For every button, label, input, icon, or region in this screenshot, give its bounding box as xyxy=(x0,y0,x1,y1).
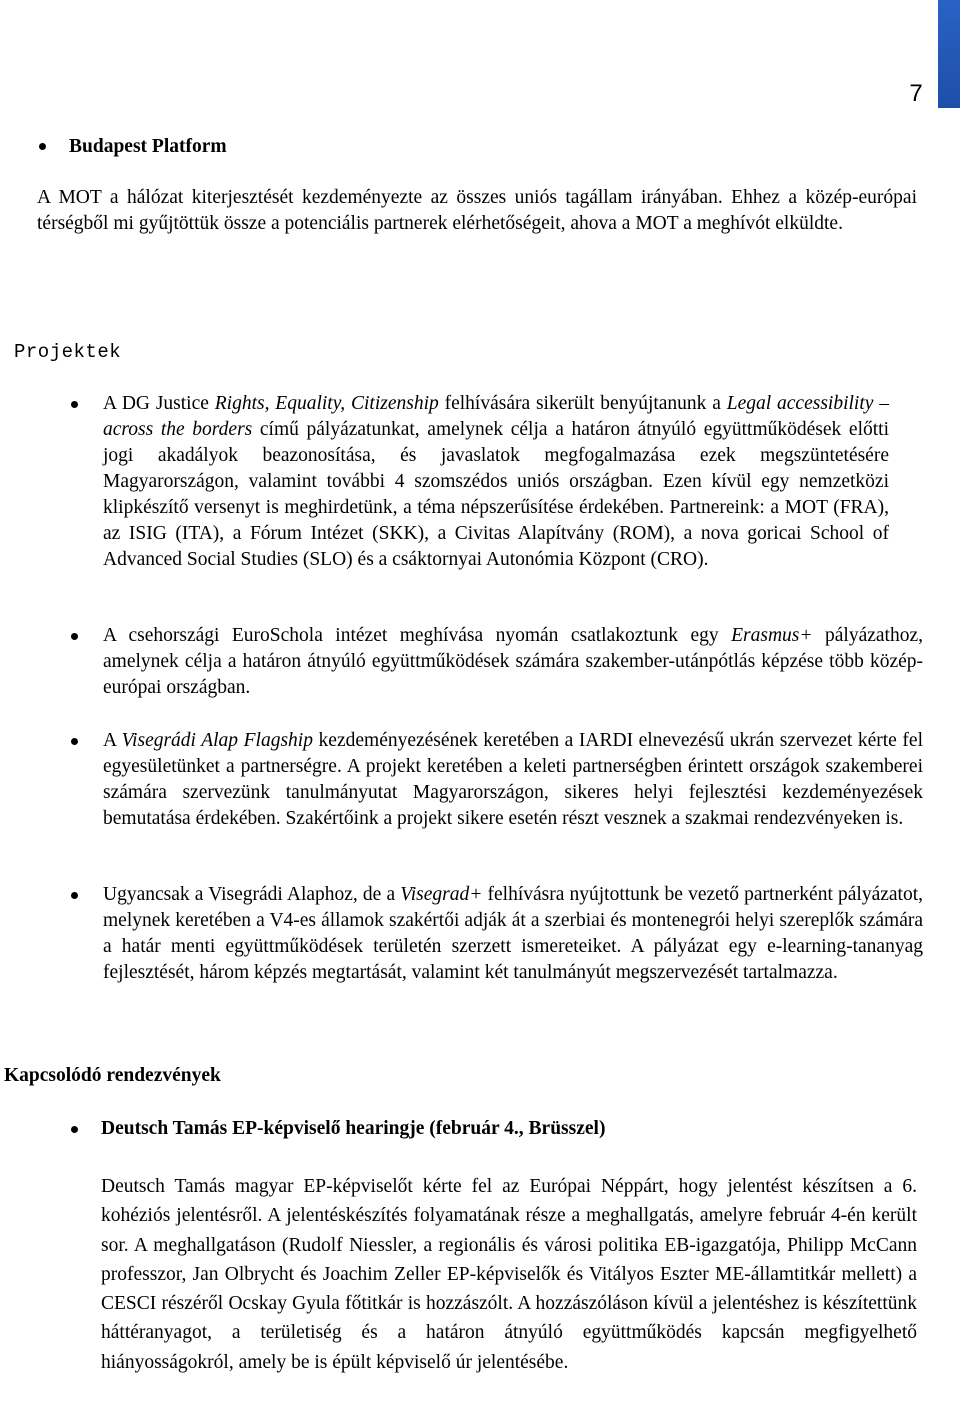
bullet-icon xyxy=(71,738,78,745)
project-item-visegrad-plus: Ugyancsak a Visegrádi Alaphoz, de a Visegrad+ felhívásra nyújtottunk be vezető partnerként pályázatot, melynek keretében a V4-es államok szakértői adják át a szerbiai és montenegrói helyi szereplők számára a határ menti együttműködések területén szerzett ismereteiket. A pályázat egy e-learning-tananyag fejlesztését, három képzés megtartását, valamint két tanulmányút megszervezését tartalmazza. xyxy=(103,884,923,983)
projects-heading: Projektek xyxy=(14,341,122,363)
page-number: 7 xyxy=(909,80,923,107)
bullet-icon xyxy=(71,1126,78,1133)
project-item-erasmus: A csehországi EuroSchola intézet meghívása nyomán csatlakoztunk egy Erasmus+ pályázathoz, amelynek célja a határon átnyúló együttműködések számára szakember-utánpótlás képzése több közép-európai országban. xyxy=(103,625,923,698)
bullet-icon xyxy=(71,892,78,899)
page-corner-decoration xyxy=(938,0,960,108)
events-heading: Kapcsolódó rendezvények xyxy=(4,1065,221,1086)
budapest-platform-title: Budapest Platform xyxy=(69,136,227,157)
bullet-icon xyxy=(71,633,78,640)
event-item-title: Deutsch Tamás EP-képviselő hearingje (február 4., Brüsszel) xyxy=(101,1118,606,1139)
budapest-platform-paragraph: A MOT a hálózat kiterjesztését kezdeményezte az összes uniós tagállam irányában. Ehhez a közép-európai térségből mi gyűjtöttük össze a potenciális partnerek elérhetőségeit, ahova a MOT a meghívót elküldte. xyxy=(37,187,917,234)
bullet-icon xyxy=(39,143,46,150)
event-item-body: Deutsch Tamás magyar EP-képviselőt kérte fel az Európai Néppárt, hogy jelentést készítsen a 6. kohéziós jelentésről. A jelentéskészítés folyamatának része a meghallgatás, amelyre február 4-én került sor. A meghallgatáson (Rudolf Niessler, a regionális és városi politika EB-igazgatója, Philipp McCann professzor, Jan Olbrycht és Joachim Zeller EP-képviselők és Vitályos Eszter ME-államtitkár mellett) a CESCI részéről Ocskay Gyula főtitkár is hozzászólt. A hozzászóláson kívül a jelentéshez is készítettünk háttéranyagot, a területiség és a határon átnyúló együttműködés kapcsán megfigyelhető hiányosságokról, amely be is épült képviselő úr jelentésébe. xyxy=(101,1176,917,1373)
project-item-visegrad-flagship: A Visegrádi Alap Flagship kezdeményezésének keretében a IARDI elnevezésű ukrán szervezet kérte fel egyesületünket a partnerségre. A projekt keretében a keleti partnerségben érintett országok szakemberei számára szervezünk tanulmányutat Magyarországon, sikeres helyi fejlesztési kezdeményezések bemutatása érdekében. Szakértőink a projekt sikere esetén részt vesznek a szakmai rendezvényeken is. xyxy=(103,730,923,829)
bullet-icon xyxy=(71,401,78,408)
project-item-legal-accessibility: A DG Justice Rights, Equality, Citizenship felhívására sikerült benyújtanunk a Legal accessibility – across the borders című pályázatunkat, amelynek célja a határon átnyúló együttműködések előtti jogi akadályok beazonosítása, és javaslatok megfogalmazása ezek megszüntetésére Magyarországon, valamint további 4 szomszédos uniós országban. Ezen kívül egy nemzetközi klipkészítő versenyt is meghirdetünk, a téma népszerűsítése érdekében. Partnereink: a MOT (FRA), az ISIG (ITA), a Fórum Intézet (SKK), a Civitas Alapítvány (ROM), a nova goricai School of Advanced Social Studies (SLO) és a csáktornyai Autonómia Központ (CRO). xyxy=(103,393,889,570)
